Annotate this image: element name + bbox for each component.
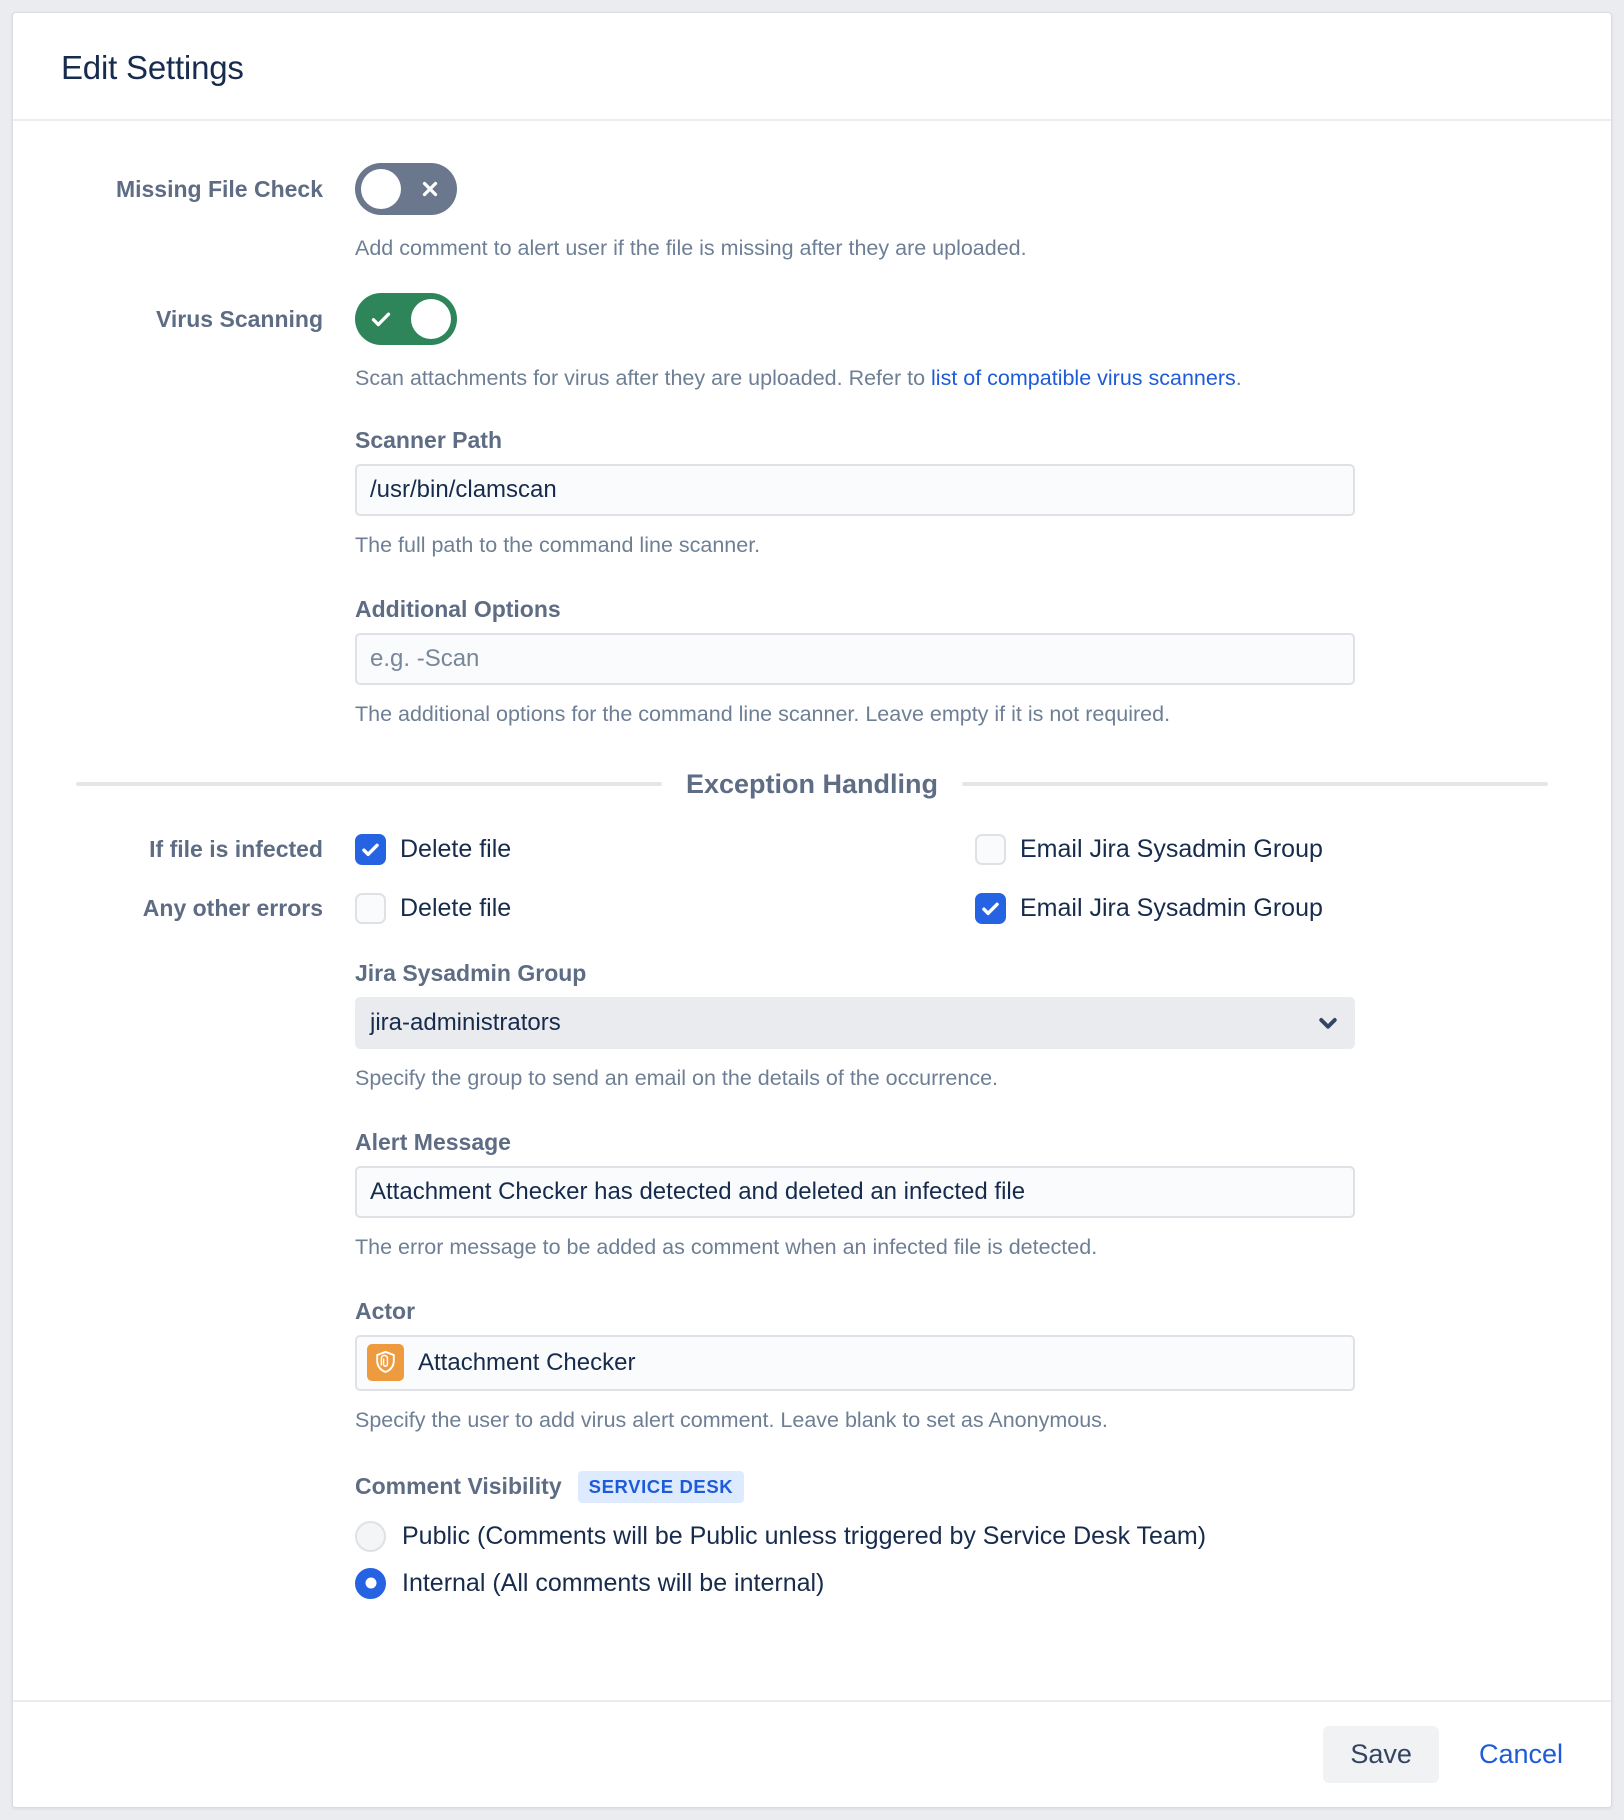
exception-handling-title: Exception Handling — [685, 768, 939, 799]
service-desk-badge: SERVICE DESK — [578, 1471, 745, 1503]
public-visibility-option[interactable]: Public (Comments will be Public unless triggered by Service Desk Team) — [355, 1521, 1355, 1552]
comment-visibility-group — [355, 1471, 1355, 1599]
jira-sysadmin-group-help: Specify the group to send an email on the details of the occurrence. — [355, 1065, 999, 1090]
divider-line — [76, 782, 662, 786]
alert-message-help: The error message to be added as comment when an infected file is detected. — [355, 1234, 1098, 1259]
scanner-path-input[interactable] — [355, 464, 1355, 516]
dialog-body — [13, 121, 1611, 1700]
radio-button[interactable] — [355, 1568, 386, 1599]
cancel-button[interactable]: Cancel — [1478, 1739, 1563, 1769]
missing-file-check-toggle[interactable] — [355, 163, 457, 215]
dialog-header — [13, 13, 1611, 121]
radio-button[interactable] — [355, 1521, 386, 1552]
virus-scanning-label: Virus Scanning — [155, 305, 323, 332]
dialog-footer — [13, 1700, 1611, 1807]
additional-options-label: Additional Options — [355, 595, 561, 622]
if-file-infected-label: If file is infected — [149, 835, 323, 862]
any-other-errors-row — [61, 893, 1563, 924]
jira-sysadmin-group-label: Jira Sysadmin Group — [355, 959, 587, 986]
internal-visibility-option[interactable]: Internal (All comments will be internal) — [355, 1568, 1355, 1599]
scanner-path-help: The full path to the command line scanner. — [355, 532, 761, 557]
infected-email-group-option[interactable]: Email Jira Sysadmin Group — [975, 834, 1323, 865]
edit-settings-dialog — [12, 12, 1612, 1808]
selected-group-value: jira-administrators — [370, 1008, 561, 1036]
shield-paperclip-icon — [367, 1344, 404, 1381]
scanner-path-field-group — [355, 427, 1355, 560]
compatible-virus-scanners-link[interactable]: list of compatible virus scanners — [931, 365, 1236, 390]
dialog-title: Edit Settings — [61, 49, 244, 86]
actor-input[interactable] — [355, 1335, 1355, 1391]
scanner-path-label: Scanner Path — [355, 426, 502, 453]
checkbox[interactable] — [355, 893, 386, 924]
toggle-knob — [411, 299, 451, 339]
save-button[interactable]: Save — [1323, 1726, 1439, 1783]
missing-file-check-description: Add comment to alert user if the file is missing after they are uploaded. — [355, 236, 1027, 260]
additional-options-field-group — [355, 596, 1355, 729]
virus-scanning-row — [61, 293, 1563, 393]
jira-sysadmin-group-select[interactable] — [355, 997, 1355, 1049]
toggle-knob — [361, 169, 401, 209]
actor-label: Actor — [355, 1297, 416, 1324]
errors-delete-file-option[interactable]: Delete file — [355, 893, 975, 924]
if-file-infected-row — [61, 834, 1563, 865]
errors-email-group-option[interactable]: Email Jira Sysadmin Group — [975, 893, 1323, 924]
alert-message-label: Alert Message — [355, 1128, 511, 1155]
alert-message-input[interactable] — [355, 1166, 1355, 1218]
additional-options-help: The additional options for the command line scanner. Leave empty if it is not required. — [355, 701, 1171, 726]
comment-visibility-label: Comment Visibility — [355, 1473, 562, 1500]
actor-value: Attachment Checker — [418, 1348, 636, 1376]
additional-options-input[interactable] — [355, 633, 1355, 685]
alert-message-field-group — [355, 1129, 1355, 1262]
toggle-off-x-icon — [419, 178, 441, 200]
missing-file-check-row — [61, 163, 1563, 263]
virus-scanning-description: Scan attachments for virus after they are uploaded. Refer to list of compatible virus scanners. — [355, 365, 1242, 390]
toggle-on-check-icon — [369, 307, 393, 331]
divider-line — [962, 782, 1548, 786]
chevron-down-icon — [1316, 1011, 1340, 1035]
actor-help: Specify the user to add virus alert comment. Leave blank to set as Anonymous. — [355, 1407, 1108, 1432]
any-other-errors-label: Any other errors — [142, 894, 323, 921]
missing-file-check-label: Missing File Check — [115, 176, 323, 202]
jira-sysadmin-group-field-group — [355, 960, 1355, 1093]
virus-scanning-toggle[interactable] — [355, 293, 457, 345]
checkbox[interactable] — [975, 834, 1006, 865]
infected-delete-file-option[interactable]: Delete file — [355, 834, 975, 865]
exception-handling-section — [76, 769, 1548, 800]
checkbox[interactable] — [975, 893, 1006, 924]
actor-field-group — [355, 1298, 1355, 1435]
checkbox[interactable] — [355, 834, 386, 865]
